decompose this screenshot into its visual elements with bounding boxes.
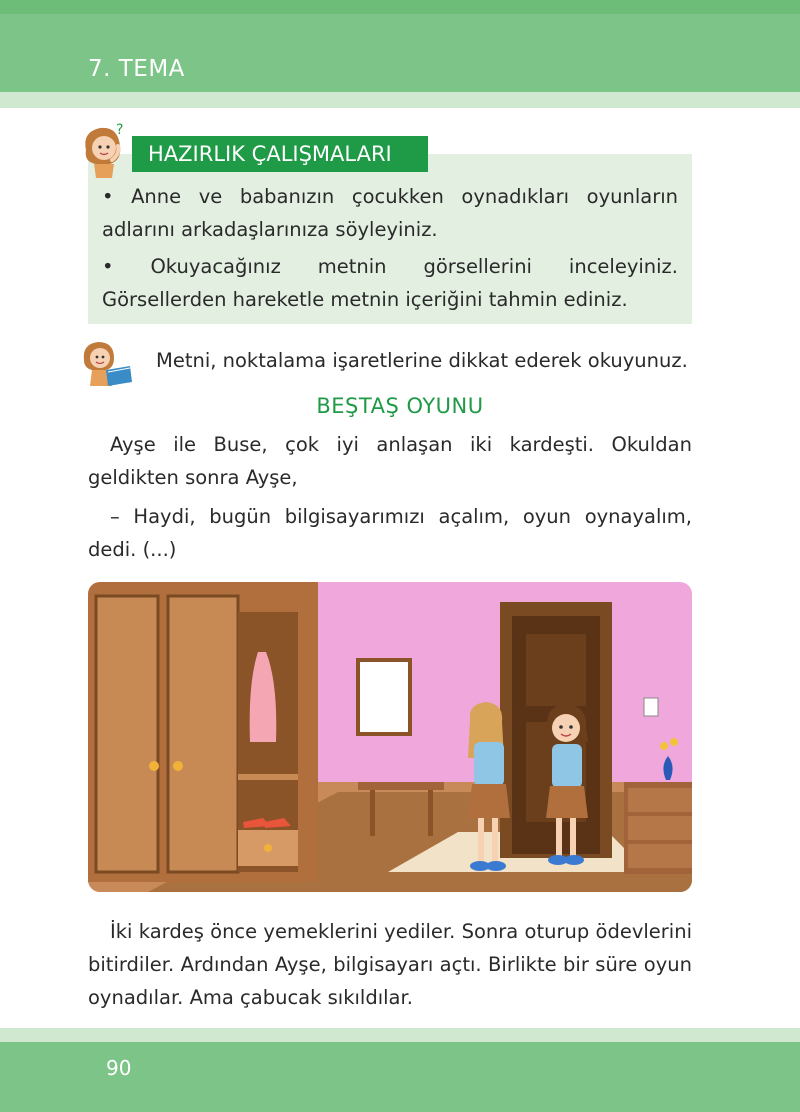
preparation-bullet-2: • Okuyacağınız metnin görsellerini inceleyiniz. Görsellerden hareketle metnin içeriğini tahmin ediniz. bbox=[102, 255, 678, 311]
story-paragraph-3: İki kardeş önce yemeklerini yediler. Sonra oturup ödevlerini bitirdiler. Ardından Ayşe, bilgisayarı açtı. Birlikte bir süre oyun oynadılar. Ama çabucak sıkıldılar. bbox=[88, 920, 692, 1009]
header-band bbox=[0, 0, 800, 108]
story-paragraph-1: Ayşe ile Buse, çok iyi anlaşan iki kardeşti. Okuldan geldikten sonra Ayşe, bbox=[88, 433, 692, 489]
preparation-bullet-1: • Anne ve babanızın çocukken oynadıkları oyunların adlarını arkadaşlarınıza söyleyiniz. bbox=[102, 185, 678, 241]
reading-instruction: Metni, noktalama işaretlerine dikkat ederek okuyunuz. bbox=[156, 349, 688, 372]
story-illustration bbox=[88, 582, 692, 892]
svg-text:?: ? bbox=[116, 122, 124, 138]
header-stripe-light bbox=[0, 92, 800, 108]
header-stripe-top bbox=[0, 0, 800, 14]
footer-stripe-light bbox=[0, 1028, 800, 1042]
story-paragraph-2: – Haydi, bugün bilgisayarımızı açalım, oyun oynayalım, dedi. (...) bbox=[88, 505, 692, 561]
story-title: BEŞTAŞ OYUNU bbox=[316, 394, 484, 418]
thinking-girl-icon bbox=[76, 120, 138, 180]
page-number: 90 bbox=[106, 1056, 132, 1080]
preparation-title: HAZIRLIK ÇALIŞMALARI bbox=[132, 136, 428, 172]
theme-title: 7. TEMA bbox=[88, 56, 185, 82]
reading-girl-icon bbox=[76, 336, 136, 388]
